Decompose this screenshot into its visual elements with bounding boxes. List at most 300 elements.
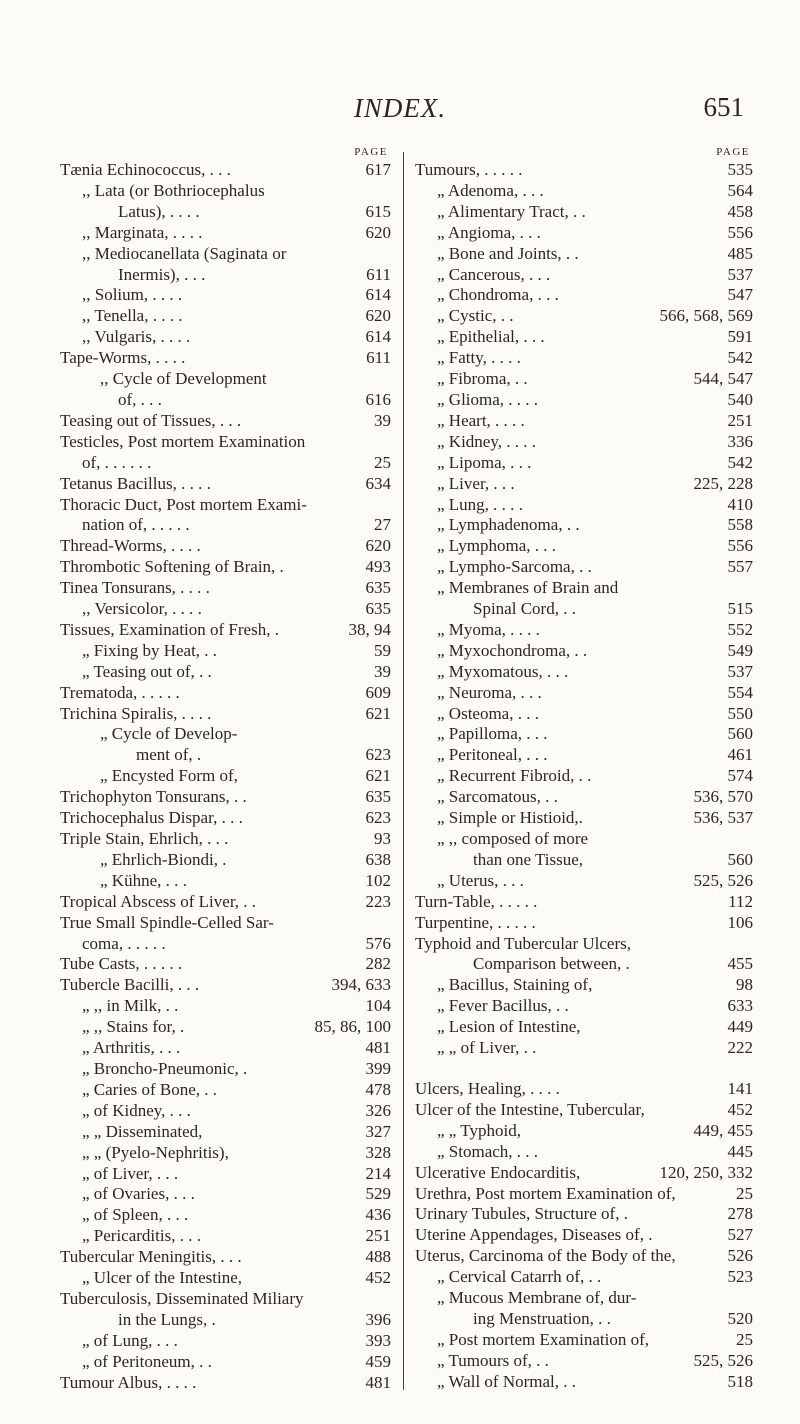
entry-page-number: 282 xyxy=(365,954,391,974)
index-entry xyxy=(60,557,391,578)
entry-text: Tubercular Meningitis, . . . xyxy=(60,1247,242,1267)
entry-text: „ Cervical Catarrh of, . . xyxy=(437,1267,602,1287)
entry-page-number: 560 xyxy=(727,724,753,744)
entry-page-number: 214 xyxy=(365,1163,391,1183)
index-entry xyxy=(60,954,391,975)
page-column-heading: PAGE xyxy=(716,146,750,158)
entry-page-number: 326 xyxy=(365,1100,391,1120)
index-entry xyxy=(415,996,753,1017)
index-entry xyxy=(60,620,391,641)
entry-page-number: 620 xyxy=(365,306,391,326)
index-entry xyxy=(60,1080,391,1101)
entry-page-number: 540 xyxy=(727,389,753,409)
entry-text: „ Chondroma, . . . xyxy=(437,285,559,305)
index-entry xyxy=(415,515,753,536)
index-entry xyxy=(415,913,753,934)
entry-text: „ Cycle of Develop- xyxy=(100,724,238,744)
entry-text: „ of Peritoneum, . . xyxy=(82,1351,212,1371)
entry-page-number: 223 xyxy=(365,891,391,911)
index-entry xyxy=(60,1184,391,1205)
entry-page-number: 25 xyxy=(736,1329,753,1349)
entry-text: „ Kidney, . . . . xyxy=(437,431,536,451)
entry-text: Thrombotic Softening of Brain, . xyxy=(60,557,284,577)
entry-text: „ „ Disseminated, xyxy=(82,1121,203,1141)
index-entry xyxy=(60,223,391,244)
entry-text: „ Myoma, . . . . xyxy=(437,619,540,639)
entry-page-number: 488 xyxy=(365,1247,391,1267)
index-entry xyxy=(60,1205,391,1226)
entry-text: „ of Ovaries, . . . xyxy=(82,1184,195,1204)
entry-page-number: 574 xyxy=(727,766,753,786)
entry-page-number: 609 xyxy=(365,682,391,702)
index-entry xyxy=(415,411,753,432)
entry-page-number: 141 xyxy=(727,1078,753,1098)
entry-text: Tumours, . . . . . xyxy=(415,160,523,179)
entry-page-number: 278 xyxy=(727,1204,753,1224)
index-entry xyxy=(60,724,391,745)
entry-text: „ Lesion of Intestine, xyxy=(437,1017,581,1037)
entry-text: „ Lipoma, . . . xyxy=(437,452,532,472)
entry-page-number: 620 xyxy=(365,536,391,556)
entry-text: „ Heart, . . . . xyxy=(437,410,525,430)
index-entry xyxy=(415,390,753,411)
entry-page-number: 461 xyxy=(727,745,753,765)
entry-page-number: 445 xyxy=(727,1141,753,1161)
entry-page-number: 525, 526 xyxy=(693,1350,753,1370)
index-entry xyxy=(60,829,391,850)
entry-page-number: 120, 250, 332 xyxy=(659,1162,753,1182)
entry-text: Tetanus Bacillus, . . . . xyxy=(60,473,211,493)
index-entry xyxy=(415,766,753,787)
entry-text: „ Mucous Membrane of, dur- xyxy=(437,1288,637,1308)
entry-text: „ Lung, . . . . xyxy=(437,494,523,514)
entry-text: ,, Mediocanellata (Saginata or xyxy=(82,243,287,263)
entry-text: „ Tumours of, . . xyxy=(437,1350,549,1370)
index-entry xyxy=(415,599,753,620)
entry-text: Triple Stain, Ehrlich, . . . xyxy=(60,829,229,848)
entry-text: Tape-Worms, . . . . xyxy=(60,348,186,368)
index-entry xyxy=(415,285,753,306)
entry-page-number: 554 xyxy=(727,682,753,702)
index-entry xyxy=(415,871,753,892)
index-entry xyxy=(415,662,753,683)
index-entry xyxy=(60,704,391,725)
index-entry xyxy=(60,934,391,955)
index-entry xyxy=(415,495,753,516)
entry-text: „ ,, composed of more xyxy=(437,829,589,848)
index-entry xyxy=(415,578,753,599)
index-entry xyxy=(415,306,753,327)
index-entry xyxy=(60,641,391,662)
entry-page-number: 638 xyxy=(365,849,391,869)
entry-page-number: 560 xyxy=(727,849,753,869)
entry-text: Trichocephalus Dispar, . . . xyxy=(60,808,243,828)
index-entry xyxy=(60,1017,391,1038)
entry-text: „ Peritoneal, . . . xyxy=(437,745,548,765)
entry-text: „ Lympho-Sarcoma, . . xyxy=(437,557,592,577)
entry-text: True Small Spindle-Celled Sar- xyxy=(60,912,274,932)
entry-text: ment of, . xyxy=(136,745,202,765)
entry-text: „ Ehrlich-Biondi, . xyxy=(100,849,227,869)
entry-page-number: 410 xyxy=(727,494,753,514)
entry-page-number: 635 xyxy=(365,599,391,619)
index-entry xyxy=(60,1331,391,1352)
entry-page-number: 458 xyxy=(727,201,753,221)
index-entry xyxy=(415,557,753,578)
entry-text: Trematoda, . . . . . xyxy=(60,682,180,702)
entry-text: „ Teasing out of, . . xyxy=(82,661,212,681)
entry-page-number: 102 xyxy=(365,870,391,890)
index-entry xyxy=(60,1373,391,1394)
index-entry xyxy=(60,1059,391,1080)
index-entry xyxy=(415,432,753,453)
entry-text: „ Kühne, . . . xyxy=(100,870,187,890)
entry-text: „ of Liver, . . . xyxy=(82,1163,179,1183)
entry-page-number: 525, 526 xyxy=(693,870,753,890)
entry-page-number: 566, 568, 569 xyxy=(659,306,753,326)
index-entry xyxy=(415,683,753,704)
entry-text: „ of Kidney, . . . xyxy=(82,1100,191,1120)
entry-text: Latus), . . . . xyxy=(118,201,200,221)
entry-text: Trichina Spiralis, . . . . xyxy=(60,703,212,723)
entry-page-number: 518 xyxy=(727,1371,753,1391)
index-entry xyxy=(415,1309,753,1330)
entry-text: „ Alimentary Tract, . . xyxy=(437,201,586,221)
index-entry xyxy=(415,1246,753,1267)
entry-text: „ Broncho-Pneumonic, . xyxy=(82,1058,248,1078)
entry-text: Trichophyton Tonsurans, . . xyxy=(60,787,247,807)
index-entry xyxy=(60,808,391,829)
entry-page-number: 436 xyxy=(365,1205,391,1225)
index-entry xyxy=(415,1372,753,1393)
entry-page-number: 93 xyxy=(374,829,391,848)
index-entry xyxy=(60,160,391,181)
entry-page-number: 558 xyxy=(727,515,753,535)
index-entry xyxy=(415,327,753,348)
entry-page-number: 549 xyxy=(727,640,753,660)
index-entry xyxy=(60,495,391,516)
entry-page-number: 455 xyxy=(727,954,753,974)
index-entry xyxy=(60,599,391,620)
index-entry xyxy=(60,850,391,871)
entry-text: „ Fatty, . . . . xyxy=(437,348,521,368)
entry-text: „ Sarcomatous, . . xyxy=(437,787,558,807)
entry-page-number: 25 xyxy=(736,1183,753,1203)
entry-page-number: 557 xyxy=(727,557,753,577)
entry-page-number: 222 xyxy=(727,1038,753,1058)
entry-text: „ ,, in Milk, . . xyxy=(82,996,179,1016)
entry-page-number: 452 xyxy=(727,1099,753,1119)
entry-page-number: 616 xyxy=(365,389,391,409)
index-entry xyxy=(60,1038,391,1059)
entry-page-number: 104 xyxy=(365,996,391,1016)
entry-text: „ Myxochondroma, . . xyxy=(437,640,588,660)
left-column xyxy=(60,146,391,1393)
entry-page-number: 336 xyxy=(727,431,753,451)
entry-text: Tropical Abscess of Liver, . . xyxy=(60,891,257,911)
index-entry xyxy=(415,808,753,829)
index-entry xyxy=(60,369,391,390)
entry-text: ing Menstruation, . . xyxy=(473,1308,611,1328)
entry-text: „ of Spleen, . . . xyxy=(82,1205,189,1225)
entry-page-number: 399 xyxy=(365,1058,391,1078)
entry-text: Ulcerative Endocarditis, xyxy=(415,1162,581,1182)
index-entry xyxy=(60,787,391,808)
entry-page-number: 537 xyxy=(727,661,753,681)
entry-text: coma, . . . . . xyxy=(82,933,166,953)
index-entry xyxy=(415,1184,753,1205)
entry-page-number: 550 xyxy=(727,703,753,723)
entry-page-number: 394, 633 xyxy=(331,975,391,995)
index-entry xyxy=(60,1289,391,1310)
entry-page-number: 112 xyxy=(728,891,753,911)
index-entry xyxy=(60,1143,391,1164)
index-entry xyxy=(415,1351,753,1372)
entry-text: Urinary Tubules, Structure of, . xyxy=(415,1204,628,1224)
entry-page-number: 615 xyxy=(365,201,391,221)
index-entry xyxy=(60,285,391,306)
entry-text: „ Fixing by Heat, . . xyxy=(82,640,218,660)
index-entry xyxy=(415,1163,753,1184)
entry-page-number: 225, 228 xyxy=(693,473,753,493)
index-entry xyxy=(415,954,753,975)
right-column xyxy=(415,146,753,1393)
entry-text: „ Epithelial, . . . xyxy=(437,327,545,347)
entry-text: of, . . . xyxy=(118,389,162,409)
entry-page-number: 576 xyxy=(365,933,391,953)
entry-page-number: 611 xyxy=(366,264,391,284)
entry-page-number: 449, 455 xyxy=(693,1120,753,1140)
index-entry xyxy=(60,578,391,599)
entry-text: „ Recurrent Fibroid, . . xyxy=(437,766,592,786)
entry-text: Teasing out of Tissues, . . . xyxy=(60,410,242,430)
entry-text: „ Wall of Normal, . . xyxy=(437,1371,577,1391)
index-entry xyxy=(415,641,753,662)
entry-text: Typhoid and Tubercular Ulcers, xyxy=(415,933,631,953)
entry-text: „ Glioma, . . . . xyxy=(437,389,539,409)
index-entry xyxy=(415,1038,753,1059)
index-entry xyxy=(60,1247,391,1268)
entry-text: „ Neuroma, . . . xyxy=(437,682,542,702)
entry-text: „ Fever Bacillus, . . xyxy=(437,996,569,1016)
index-entry xyxy=(60,975,391,996)
entry-text: „ Cystic, . . xyxy=(437,306,514,326)
entry-text: Tumour Albus, . . . . xyxy=(60,1372,197,1392)
entry-text: in the Lungs, . xyxy=(118,1309,216,1329)
entry-text: ,, Vulgaris, . . . . xyxy=(82,327,191,347)
entry-page-number: 614 xyxy=(365,327,391,347)
entry-page-number: 620 xyxy=(365,222,391,242)
entry-text: „ Adenoma, . . . xyxy=(437,180,544,200)
entry-page-number: 529 xyxy=(365,1184,391,1204)
entry-text: ,, Marginata, . . . . xyxy=(82,222,203,242)
entry-text: Ulcer of the Intestine, Tubercular, xyxy=(415,1099,645,1119)
entry-page-number: 542 xyxy=(727,348,753,368)
index-entry xyxy=(415,892,753,913)
index-entry xyxy=(60,683,391,704)
index-entry xyxy=(415,1204,753,1225)
index-entry xyxy=(60,348,391,369)
entry-text: of, . . . . . . xyxy=(82,452,152,472)
entry-page-number: 481 xyxy=(365,1038,391,1058)
index-entry xyxy=(60,244,391,265)
entry-page-number: 85, 86, 100 xyxy=(314,1017,391,1037)
page-column-heading: PAGE xyxy=(354,146,388,158)
entry-page-number: 623 xyxy=(365,808,391,828)
index-entry xyxy=(60,1268,391,1289)
index-entry xyxy=(60,411,391,432)
entry-page-number: 544, 547 xyxy=(693,369,753,389)
entry-text: „ Liver, . . . xyxy=(437,473,515,493)
entry-page-number: 537 xyxy=(727,264,753,284)
entry-text: „ „ (Pyelo-Nephritis), xyxy=(82,1142,229,1162)
entry-text: Tissues, Examination of Fresh, . xyxy=(60,619,279,639)
entry-text: „ Bacillus, Staining of, xyxy=(437,975,593,995)
entry-page-number: 485 xyxy=(727,243,753,263)
index-entry xyxy=(60,1310,391,1331)
entry-page-number: 591 xyxy=(727,327,753,347)
index-entry xyxy=(60,913,391,934)
entry-page-number: 396 xyxy=(365,1309,391,1329)
entry-text: „ „ of Liver, . . xyxy=(437,1038,537,1058)
entry-page-number: 527 xyxy=(727,1225,753,1245)
entry-page-number: 493 xyxy=(365,557,391,577)
entry-page-number: 38, 94 xyxy=(348,619,391,639)
index-entry xyxy=(415,934,753,955)
entry-text: Uterine Appendages, Diseases of, . xyxy=(415,1225,653,1245)
entry-text: nation of, . . . . . xyxy=(82,515,190,535)
entry-page-number: 39 xyxy=(374,410,391,430)
index-entry xyxy=(415,536,753,557)
index-entry xyxy=(415,244,753,265)
index-entry xyxy=(415,453,753,474)
index-entry xyxy=(415,160,753,181)
entry-text: „ Lymphoma, . . . xyxy=(437,536,556,556)
entry-text: ,, Versicolor, . . . . xyxy=(82,599,202,619)
entry-text: „ Ulcer of the Intestine, xyxy=(82,1268,243,1288)
entry-text: „ Post mortem Examination of, xyxy=(437,1329,649,1349)
entry-text: ,, Tenella, . . . . xyxy=(82,306,183,326)
index-entry xyxy=(415,348,753,369)
index-entry xyxy=(415,265,753,286)
entry-text: Tubercle Bacilli, . . . xyxy=(60,975,200,995)
entry-text: „ Myxomatous, . . . xyxy=(437,661,569,681)
right-entry-list xyxy=(415,160,753,1393)
entry-text: „ ,, Stains for, . xyxy=(82,1017,185,1037)
index-entry xyxy=(60,1164,391,1185)
entry-text: „ Arthritis, . . . xyxy=(82,1038,181,1058)
entry-page-number: 634 xyxy=(365,473,391,493)
entry-text: ,, Cycle of Development xyxy=(100,369,267,389)
entry-text: Comparison between, . xyxy=(473,954,630,974)
index-entry xyxy=(415,787,753,808)
entry-page-number: 611 xyxy=(366,348,391,368)
entry-page-number: 617 xyxy=(365,160,391,179)
index-entry xyxy=(60,202,391,223)
entry-text: „ Lymphadenoma, . . xyxy=(437,515,580,535)
entry-page-number: 556 xyxy=(727,536,753,556)
entry-text: Turn-Table, . . . . . xyxy=(415,891,538,911)
index-entry xyxy=(415,1100,753,1121)
entry-page-number: 459 xyxy=(365,1351,391,1371)
entry-text: Spinal Cord, . . xyxy=(473,599,576,619)
entry-page-number: 633 xyxy=(727,996,753,1016)
index-entry xyxy=(60,390,391,411)
entry-text: Thread-Worms, . . . . xyxy=(60,536,201,556)
entry-text: Tinea Tonsurans, . . . . xyxy=(60,578,210,598)
index-entry xyxy=(415,829,753,850)
entry-page-number: 452 xyxy=(365,1268,391,1288)
index-entry xyxy=(415,975,753,996)
index-entry xyxy=(60,474,391,495)
entry-page-number: 251 xyxy=(365,1226,391,1246)
entry-page-number: 27 xyxy=(374,515,391,535)
entry-page-number: 59 xyxy=(374,640,391,660)
index-entry xyxy=(60,766,391,787)
index-entry xyxy=(60,745,391,766)
entry-text: Testicles, Post mortem Examination xyxy=(60,431,306,451)
index-entry xyxy=(60,892,391,913)
entry-page-number: 478 xyxy=(365,1079,391,1099)
entry-text: ,, Lata (or Bothriocephalus xyxy=(82,180,265,200)
entry-page-number: 623 xyxy=(365,745,391,765)
index-entry xyxy=(415,1225,753,1246)
entry-text: Uterus, Carcinoma of the Body of the, xyxy=(415,1246,676,1266)
index-entry xyxy=(60,1226,391,1247)
entry-page-number: 535 xyxy=(727,160,753,179)
index-entry xyxy=(415,1267,753,1288)
index-entry xyxy=(60,515,391,536)
entry-page-number: 39 xyxy=(374,661,391,681)
index-entry xyxy=(60,265,391,286)
index-entry xyxy=(415,1017,753,1038)
entry-page-number: 526 xyxy=(727,1246,753,1266)
index-entry xyxy=(60,432,391,453)
running-title: INDEX. xyxy=(353,93,447,123)
entry-page-number: 98 xyxy=(736,975,753,995)
entry-text: Tænia Echinococcus, . . . xyxy=(60,160,231,179)
index-entry xyxy=(415,202,753,223)
entry-page-number: 328 xyxy=(365,1142,391,1162)
entry-text: Thoracic Duct, Post mortem Exami- xyxy=(60,494,307,514)
entry-page-number: 515 xyxy=(727,599,753,619)
index-entry xyxy=(60,871,391,892)
entry-text: Inermis), . . . xyxy=(118,264,206,284)
entry-page-number: 520 xyxy=(727,1308,753,1328)
index-entry xyxy=(415,724,753,745)
entry-page-number: 393 xyxy=(365,1330,391,1350)
index-entry xyxy=(415,850,753,871)
entry-page-number: 564 xyxy=(727,180,753,200)
index-entry xyxy=(415,1330,753,1351)
entry-page-number: 251 xyxy=(727,410,753,430)
entry-page-number: 552 xyxy=(727,619,753,639)
entry-text: „ Simple or Histioid,. xyxy=(437,808,583,828)
entry-text: „ Fibroma, . . xyxy=(437,369,528,389)
entry-text: „ Uterus, . . . xyxy=(437,870,524,890)
index-entry xyxy=(60,1101,391,1122)
entry-text: Urethra, Post mortem Examination of, xyxy=(415,1183,676,1203)
index-entry xyxy=(60,181,391,202)
index-entry xyxy=(60,536,391,557)
entry-text: „ Membranes of Brain and xyxy=(437,578,619,598)
entry-page-number: 635 xyxy=(365,787,391,807)
index-entry xyxy=(415,1288,753,1309)
column-divider xyxy=(403,152,404,1390)
entry-text: Turpentine, . . . . . xyxy=(415,912,536,932)
entry-text: Tuberculosis, Disseminated Miliary xyxy=(60,1288,304,1308)
entry-text: Tube Casts, . . . . . xyxy=(60,954,183,974)
